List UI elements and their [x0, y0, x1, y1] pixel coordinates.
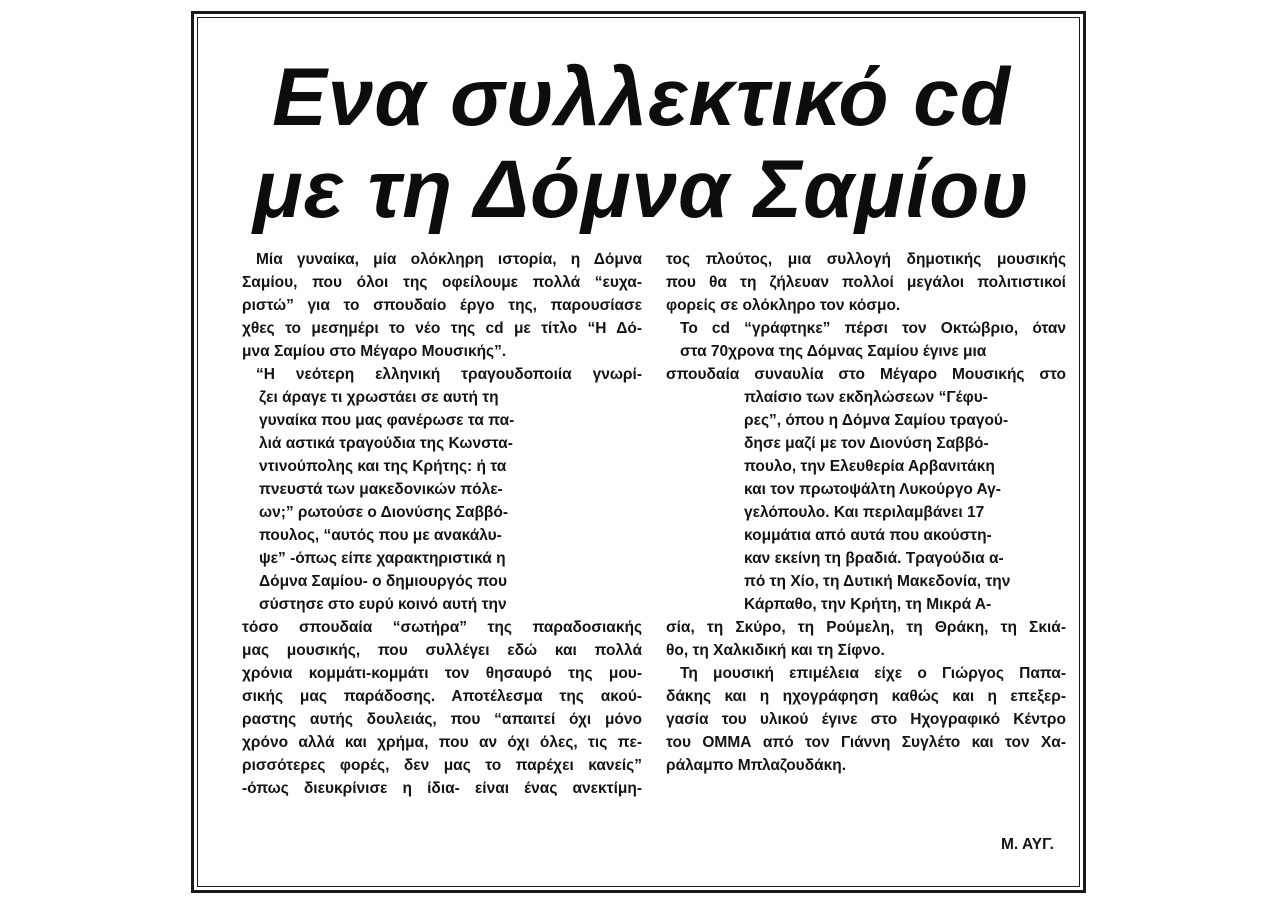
text-line: πλαίσιο των εκδηλώσεων “Γέφυ- [744, 389, 988, 406]
text-line: σικής μας παράδοσης. Αποτέλεσμα της ακού- [242, 688, 642, 705]
text-line: ψε” -όπως είπε χαρακτηριστικά η [259, 550, 506, 567]
text-line: που θα τη ζήλευαν πολλοί μεγάλοι πολιτιστικοί [666, 274, 1066, 291]
text-line: Δόμνα Σαμίου- ο δημιουργός που [259, 573, 508, 590]
headline-line-2: με τη Δόμνα Σαμίου [253, 144, 1030, 235]
text-line: σπουδαία συναυλία στο Μέγαρο Μουσικής στο [666, 366, 1066, 383]
text-line: ρισσότερες φορές, δεν μας το παρέχει κανείς” [242, 757, 642, 774]
text-line: καν εκείνη τη βραδιά. Τραγούδια α- [744, 550, 1004, 567]
text-line: θο, τη Χαλκιδική και τη Σίφνο. [666, 642, 885, 659]
text-line: χθες το μεσημέρι το νέο της cd με τίτλο “Η Δό- [242, 320, 642, 337]
text-line: λιά αστικά τραγούδια της Κωνστα- [259, 435, 513, 452]
text-line: φορείς σε ολόκληρο τον κόσμο. [666, 297, 901, 314]
text-line: Τη μουσική επιμέλεια είχε ο Γιώργος Παπα- [680, 665, 1066, 682]
article-headline [194, 52, 1089, 236]
text-line: ζει άραγε τι χρωστάει σε αυτή τη [259, 389, 499, 406]
text-line: ριστώ” για το σπουδαίο έργο της, παρουσίασε [242, 297, 642, 314]
text-line: πουλο, την Ελευθερία Αρβανιτάκη [744, 458, 995, 475]
text-line: δησε μαζί με τον Διονύση Σαββό- [744, 435, 989, 452]
text-line: Το cd “γράφτηκε” πέρσι τον Οκτώβριο, όταν [680, 320, 1066, 337]
text-line: -όπως διευκρίνισε η ίδια- είναι ένας ανεκτίμη- [242, 780, 642, 797]
text-line: γασία του υλικού έγινε στο Ηχογραφικό Κέντρο [666, 711, 1066, 728]
text-line: Σαμίου, που όλοι της οφείλουμε πολλά “ευχα- [242, 274, 642, 291]
text-line: μνα Σαμίου στο Μέγαρο Μουσικής”. [242, 343, 507, 360]
article-right-column [666, 248, 1066, 777]
text-line: κομμάτια από αυτά που ακούστη- [744, 527, 992, 544]
headline-line-1: Ενα συλλεκτικό cd [272, 52, 1011, 143]
text-line: ρες”, όπου η Δόμνα Σαμίου τραγού- [744, 412, 1009, 429]
text-line: δάκης και η ηχογράφηση καθώς και η επεξερ- [666, 688, 1066, 705]
text-line: σύστησε στο ευρύ κοινό αυτή την [259, 596, 507, 613]
text-line: γυναίκα που μας φανέρωσε τα πα- [259, 412, 515, 429]
text-line: στα 70χρονα της Δόμνας Σαμίου έγινε μια [680, 343, 987, 360]
author-signature: Μ. ΑΥΓ. [1001, 836, 1054, 853]
text-line: ων;” ρωτούσε ο Διονύσης Σαββό- [259, 504, 508, 521]
text-line: του ΟΜΜΑ από τον Γιάννη Συγλέτο και τον Χα- [666, 734, 1066, 751]
text-line: τος πλούτος, μια συλλογή δημοτικής μουσικής [666, 251, 1066, 268]
text-line: τόσο σπουδαία “σωτήρα” της παραδοσιακής [242, 619, 642, 636]
text-line: “Η νεότερη ελληνική τραγουδοποιία γνωρί- [256, 366, 642, 383]
text-line: μας μουσικής, που συλλέγει εδώ και πολλά [242, 642, 642, 659]
text-line: χρόνια κομμάτι-κομμάτι τον θησαυρό της μου- [242, 665, 642, 682]
text-line: σία, τη Σκύρο, τη Ρούμελη, τη Θράκη, τη Σκιά- [666, 619, 1066, 636]
text-line: χρόνο αλλά και χρήμα, που αν όχι όλες, τις πε- [242, 734, 642, 751]
text-line: πό τη Χίο, τη Δυτική Μακεδονία, την [744, 573, 1011, 590]
text-line: Κάρπαθο, την Κρήτη, τη Μικρά Α- [744, 596, 992, 613]
text-line: ντινούπολης και της Κρήτης: ή τα [259, 458, 507, 475]
text-line: και τον πρωτοψάλτη Λυκούργο Αγ- [744, 481, 1001, 498]
text-line: πουλος, “αυτός που με ανακάλυ- [259, 527, 502, 544]
article-left-column [242, 248, 642, 800]
text-line: γελόπουλο. Και περιλαμβάνει 17 [744, 504, 985, 521]
text-line: ράλαμπο Μπλαζουδάκη. [666, 757, 847, 774]
text-line: πνευστά των μακεδονικών πόλε- [259, 481, 503, 498]
text-line: ραστης αυτής δουλειάς, που “απαιτεί όχι μόνο [242, 711, 642, 728]
text-line: Μία γυναίκα, μία ολόκληρη ιστορία, η Δόμνα [256, 251, 642, 268]
